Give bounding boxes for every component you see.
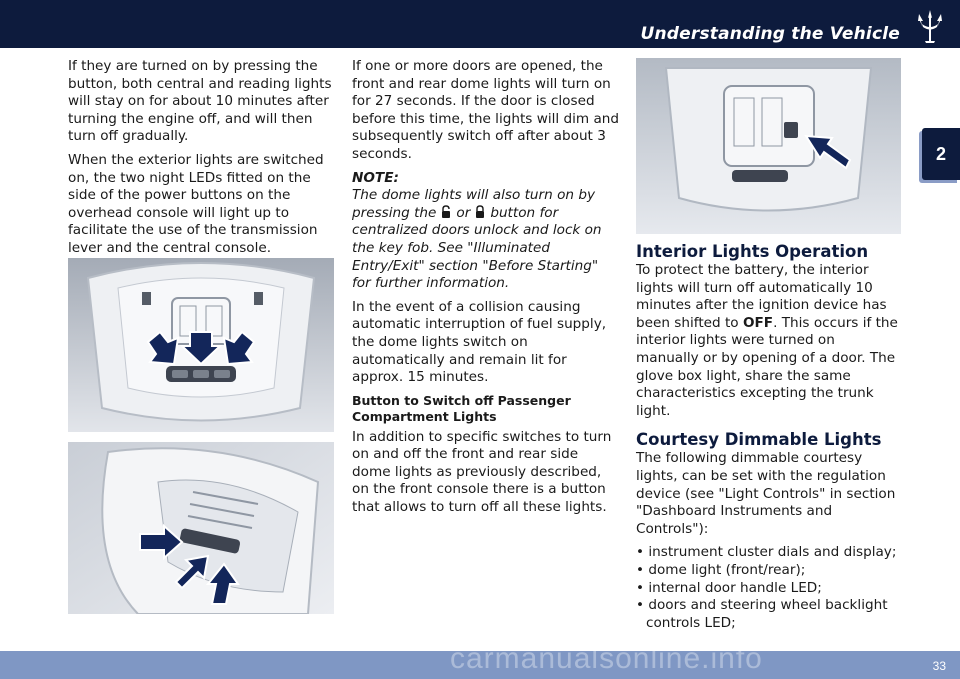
note-or: or [456,204,471,221]
section-heading: Interior Lights Operation [636,242,869,261]
list-item: • doors and steering wheel backlight controls LED; [636,597,888,631]
watermark: carmanualsonline.info [450,642,763,675]
chapter-tab[interactable] [922,128,960,180]
chapter-number: 2 [935,144,946,164]
list-item: • dome light (front/rear); [636,561,806,578]
note-text [352,187,620,293]
front-console-photo [68,442,334,614]
subheading: Button to Switch off Passenger Compartment Lights [352,392,571,424]
page-number: 33 [932,659,946,673]
bullet-list [636,544,898,632]
paragraph [636,262,898,420]
paragraph: The following dimmable courtesy lights, can be set with the regulation device (see "Light Controls" in section "Dashboard Instruments and Controls"): [636,450,896,537]
note-text-b: button for centralized doors unlock and lock on the key fob. See "Illuminated Entry/Exit" section "Before Starting" for further information. [352,204,602,292]
paragraph: If they are turned on by pressing the button, both central and reading lights will stay on for about 10 minutes after turning the engine off, and will then turn off gradually. [68,58,332,145]
note-text-a: The dome lights will also turn on by pressing the [352,187,596,221]
section-heading: Courtesy Dimmable Lights [636,430,882,450]
text-run: . This occurs if the interior lights were turned on manually or by opening of a door. The glove box light, share the same characteristics excepting the trunk light. [636,314,898,419]
dome-light-photo [636,58,901,234]
paragraph: In addition to specific switches to turn on and off the front and rear side dome lights as previously described, on the front console there is a button that allows to turn off all these lights. [352,428,612,516]
list-item: • instrument cluster dials and display; [636,544,897,561]
text-run: To protect the battery, the interior lights will turn off automatically 10 minutes after the ignition device has been shifted to [636,262,887,331]
column-3-text [636,242,898,632]
overhead-console-photo [68,258,334,432]
section-title: Understanding the Vehicle [640,24,900,44]
column-1-text [68,58,340,264]
off-keyword: OFF [742,314,774,331]
paragraph: In the event of a collision causing automatic interruption of fuel supply, the dome lights switch on automatically and remain lit for approx. 15 minutes. [352,298,607,386]
unlock-icon [439,205,453,219]
lock-icon [473,205,487,219]
trident-logo-icon [914,8,946,44]
paragraph: When the exterior lights are switched on, the two night LEDs fitted on the side of the power buttons on the overhead console will light up to facilitate the use of the transmission lever and the central console. [68,151,324,256]
paragraph: If one or more doors are opened, the front and rear dome lights will turn on for 27 seconds. If the door is closed before this time, the lights will dim and subsequently switch off after about 3 seconds. [352,58,620,162]
column-2-text [352,58,620,523]
list-item: • internal door handle LED; [636,579,822,596]
note-label: NOTE: [352,169,399,186]
